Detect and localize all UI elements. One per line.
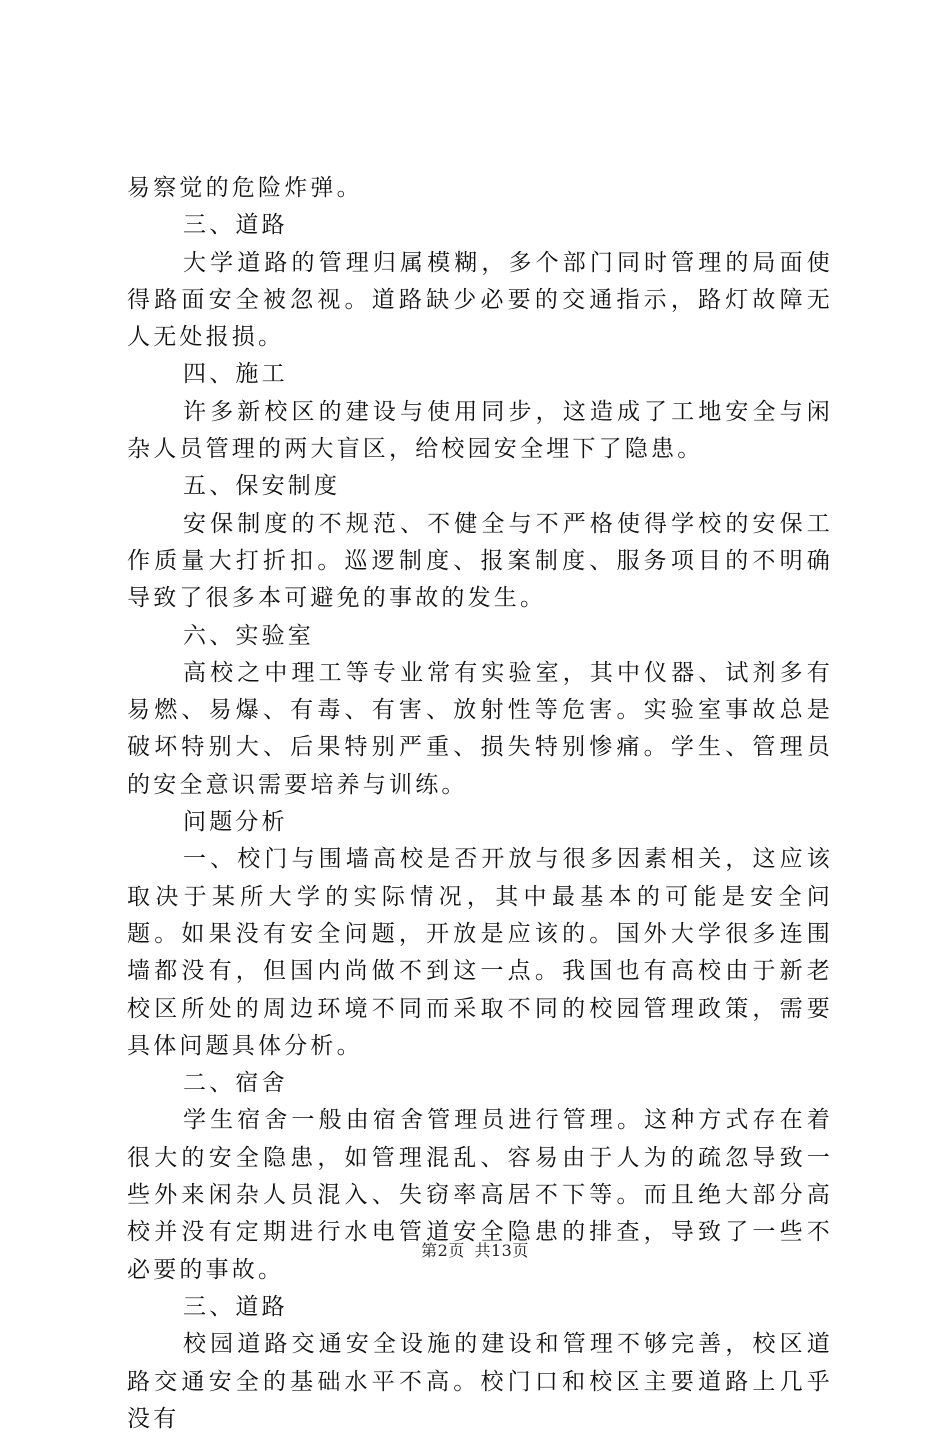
page-footer	[0, 1241, 950, 1261]
section-heading-roads-analysis: 三、道路	[183, 1293, 288, 1320]
paragraph-roads: 大学道路的管理归属模糊，多个部门同时管理的局面使得路面安全被忽视。道路缺少必要的交通指示，路灯故障无人无处报损。	[127, 249, 833, 351]
paragraph-roads-analysis: 校园道路交通安全设施的建设和管理不够完善，校区道路交通安全的基础水平不高。校门口和校区主要道路上几乎没有	[127, 1331, 833, 1432]
page-number: 第2页	[421, 1241, 465, 1260]
section-heading-roads: 三、道路	[183, 212, 288, 239]
section-heading-laboratory: 六、实验室	[183, 622, 314, 649]
paragraph-laboratory: 高校之中理工等专业常有实验室，其中仪器、试剂多有易燃、易爆、有毒、有害、放射性等危害。实验室事故总是破坏特别大、后果特别严重、损失特别惨痛。学生、管理员的安全意识需要培养与训练。	[127, 659, 833, 798]
section-heading-construction: 四、施工	[183, 361, 288, 388]
paragraph-dormitory: 学生宿舍一般由宿舍管理员进行管理。这种方式存在着很大的安全隐患，如管理混乱、容易由于人为的疏忽导致一些外来闲杂人员混入、失窃率高居不下等。而且绝大部分高校并没有定期进行水电管道安全隐患的排查，导致了一些不必要的事故。	[127, 1107, 833, 1283]
paragraph-construction: 许多新校区的建设与使用同步，这造成了工地安全与闲杂人员管理的两大盲区，给校园安全埋下了隐患。	[127, 398, 833, 463]
paragraph-gates-walls: 一、校门与围墙高校是否开放与很多因素相关，这应该取决于某所大学的实际情况，其中最基本的可能是安全问题。如果没有安全问题，开放是应该的。国外大学很多连围墙都没有，但国内尚做不到这一点。我国也有高校由于新老校区所处的周边环境不同而采取不同的校园管理政策，需要具体问题具体分析。	[127, 846, 833, 1059]
section-heading-security-system: 五、保安制度	[183, 473, 341, 500]
section-heading-dormitory: 二、宿舍	[183, 1070, 288, 1097]
section-heading-problem-analysis: 问题分析	[183, 809, 288, 836]
page-total: 共13页	[474, 1241, 529, 1260]
paragraph-security-system: 安保制度的不规范、不健全与不严格使得学校的安保工作质量大打折扣。巡逻制度、报案制度、服务项目的不明确导致了很多本可避免的事故的发生。	[127, 510, 833, 612]
paragraph-continuation: 易察觉的危险炸弹。	[127, 175, 363, 201]
